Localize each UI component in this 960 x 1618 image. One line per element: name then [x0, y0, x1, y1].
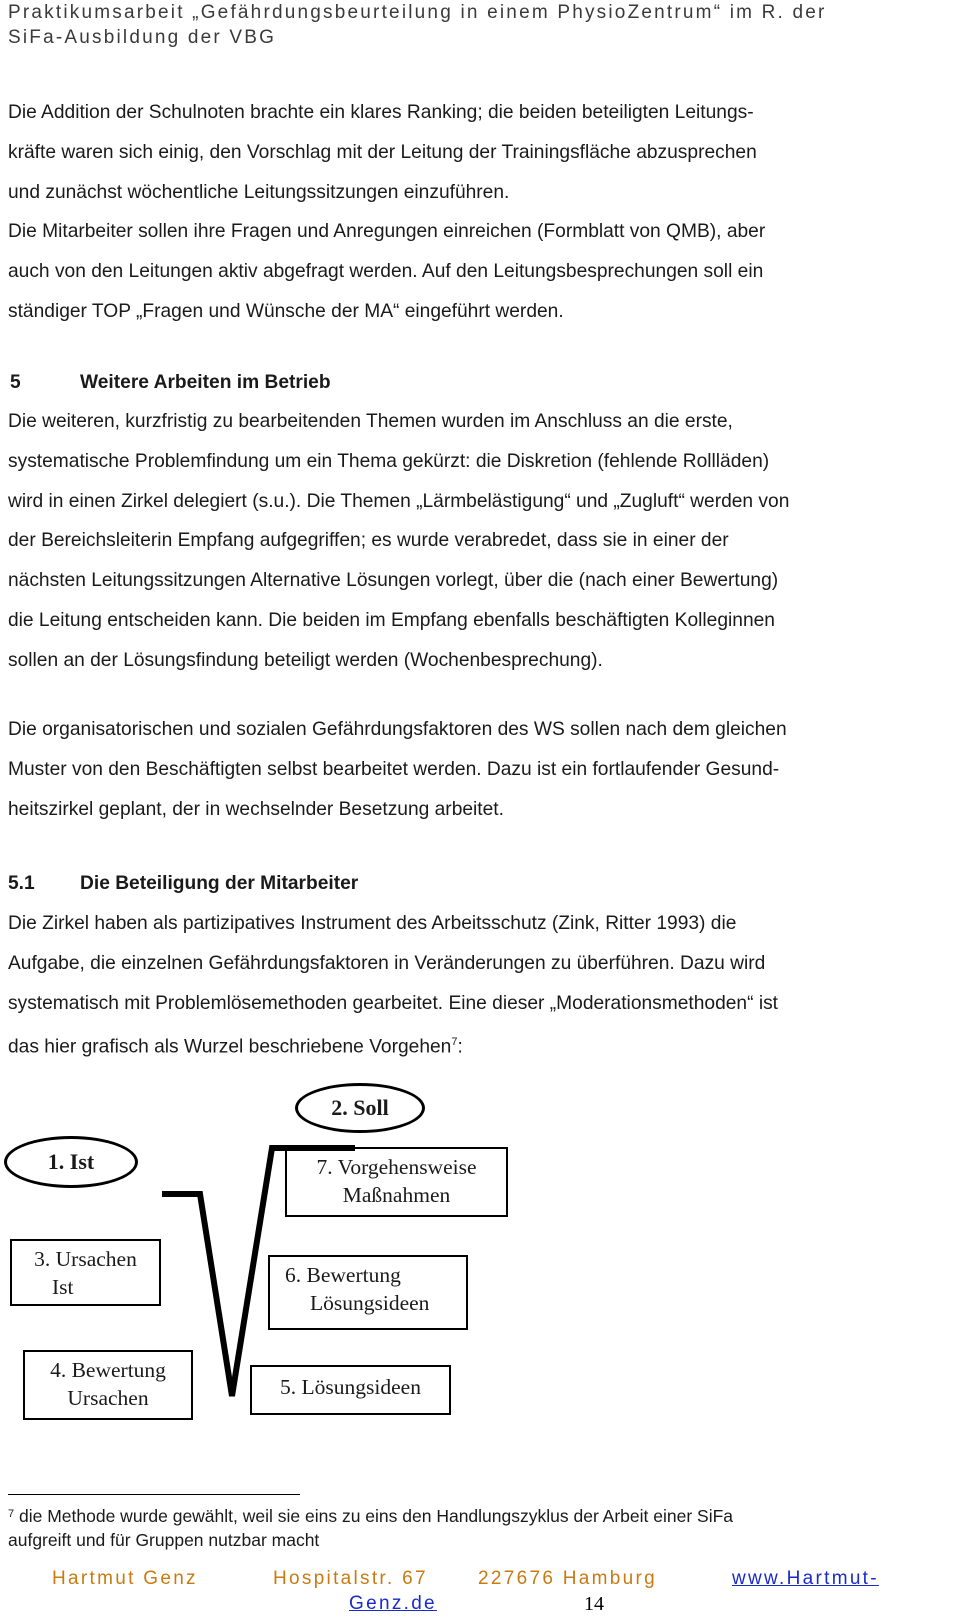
- page-number: 14: [584, 1593, 604, 1615]
- text-line: kräfte waren sich einig, den Vorschlag mit der Leitung der Trainingsfläche abzusprechen: [8, 141, 757, 163]
- box-line: 4. Bewertung: [50, 1358, 166, 1382]
- text-line: systematische Problemfindung um ein Thema gekürzt: die Diskretion (fehlende Rollläden): [8, 450, 770, 472]
- text-line: heitszirkel geplant, der in wechselnder Besetzung arbeitet.: [8, 798, 504, 820]
- section-title: Die Beteiligung der Mitarbeiter: [80, 873, 359, 894]
- text-line: Die Zirkel haben als partizipatives Instrument des Arbeitsschutz (Zink, Ritter 1993) die: [8, 913, 737, 934]
- section-number: 5: [10, 372, 21, 393]
- text-line: auch von den Leitungen aktiv abgefragt werden. Auf den Leitungsbesprechungen soll ein: [8, 261, 764, 283]
- text-line: Die Mitarbeiter sollen ihre Fragen und Anregungen einreichen (Formblatt von QMB), aber: [8, 221, 766, 243]
- text-line: ständiger TOP „Fragen und Wünsche der MA“ eingeführt werden.: [8, 300, 564, 322]
- text-line: Die organisatorischen und sozialen Gefährdungsfaktoren des WS sollen nach dem gleichen: [8, 719, 787, 740]
- text-fragment: das hier grafisch als Wurzel beschriebene Vorgehen: [8, 1036, 452, 1058]
- paragraph-ranking: [8, 93, 953, 332]
- ist-label: 1. Ist: [47, 1149, 95, 1174]
- ist-ellipse: [4, 1136, 138, 1188]
- box-line: 3. Ursachen: [34, 1247, 137, 1271]
- text-line: [8, 1023, 953, 1067]
- section-number: 5.1: [8, 873, 35, 894]
- header-line-2: SiFa-Ausbildung der VBG: [8, 27, 277, 48]
- footer-city: 227676 Hamburg: [478, 1568, 658, 1589]
- section-5-heading: [8, 372, 331, 394]
- running-header: [8, 0, 948, 50]
- footer-website-link[interactable]: www.Hartmut-: [732, 1568, 879, 1589]
- text-line: Die Addition der Schulnoten brachte ein klares Ranking; die beiden beteiligten Leitungs-: [8, 102, 754, 123]
- footnote-separator: [8, 1494, 300, 1495]
- vorgehensweise-box: [285, 1147, 508, 1217]
- text-line: und zunächst wöchentliche Leitungssitzungen einzuführen.: [8, 181, 510, 203]
- box-line: 6. Bewertung: [285, 1263, 401, 1287]
- section-5-1-heading: [8, 873, 358, 895]
- text-line: Die weiteren, kurzfristig zu bearbeitenden Themen wurden im Anschluss an die erste,: [8, 411, 733, 432]
- soll-ellipse: [295, 1083, 425, 1133]
- text-line: die Leitung entscheiden kann. Die beiden im Empfang ebenfalls beschäftigten Kolleginnen: [8, 609, 775, 631]
- text-fragment: :: [457, 1036, 463, 1058]
- paragraph-section-5-1: [8, 904, 953, 1068]
- footnote-line-2: aufgreift und für Gruppen nutzbar macht: [8, 1530, 320, 1550]
- text-line: der Bereichsleiterin Empfang aufgegriffen; es wurde verabredet, dass sie in einer der: [8, 530, 729, 552]
- box-line: 5. Lösungsideen: [280, 1375, 421, 1399]
- footnote-reference: 7: [451, 1036, 458, 1049]
- box-line: 7. Vorgehensweise: [316, 1155, 477, 1179]
- footer-author: Hartmut Genz: [52, 1568, 198, 1589]
- bewertung-loesungsideen-box: [268, 1255, 468, 1330]
- text-line: Muster von den Beschäftigten selbst bearbeitet werden. Dazu ist ein fortlaufender Gesund-: [8, 758, 780, 780]
- header-line-1: Praktikumsarbeit „Gefährdungsbeurteilung in einem PhysioZentrum“ im R. der: [8, 2, 827, 23]
- footnote: [8, 1504, 908, 1552]
- box-line: Maßnahmen: [342, 1183, 451, 1207]
- section-title: Weitere Arbeiten im Betrieb: [80, 372, 331, 393]
- paragraph-organisational: [8, 710, 953, 829]
- ursachen-ist-box: [10, 1239, 161, 1306]
- footer-street: Hospitalstr. 67: [273, 1568, 428, 1589]
- box-line: Ist: [52, 1275, 74, 1299]
- footnote-line-1: [8, 1504, 908, 1528]
- loesungsideen-box: [250, 1365, 451, 1415]
- paragraph-section-5: [8, 402, 953, 681]
- bewertung-ursachen-box: [23, 1350, 193, 1420]
- text-line: Aufgabe, die einzelnen Gefährdungsfaktoren in Veränderungen zu überführen. Dazu wird: [8, 952, 766, 974]
- box-line: Lösungsideen: [310, 1291, 430, 1315]
- text-line: sollen an der Lösungsfindung beteiligt werden (Wochenbesprechung).: [8, 649, 603, 671]
- box-line: Ursachen: [67, 1386, 149, 1410]
- root-method-diagram: [0, 1095, 560, 1480]
- text-line: systematisch mit Problemlösemethoden gearbeitet. Eine dieser „Moderationsmethoden“ ist: [8, 992, 779, 1014]
- footnote-text: die Methode wurde gewählt, weil sie eins zu eins den Handlungszyklus der Arbeit einer SiFa: [19, 1506, 734, 1526]
- footer-website-link-cont[interactable]: Genz.de: [349, 1593, 437, 1614]
- text-line: wird in einen Zirkel delegiert (s.u.). Die Themen „Lärmbelästigung“ und „Zugluft“ werden von: [8, 490, 790, 512]
- soll-label: 2. Soll: [331, 1095, 389, 1120]
- text-line: nächsten Leitungssitzungen Alternative Lösungen vorlegt, über die (nach einer Bewertung): [8, 570, 779, 592]
- footnote-marker: 7: [8, 1508, 15, 1520]
